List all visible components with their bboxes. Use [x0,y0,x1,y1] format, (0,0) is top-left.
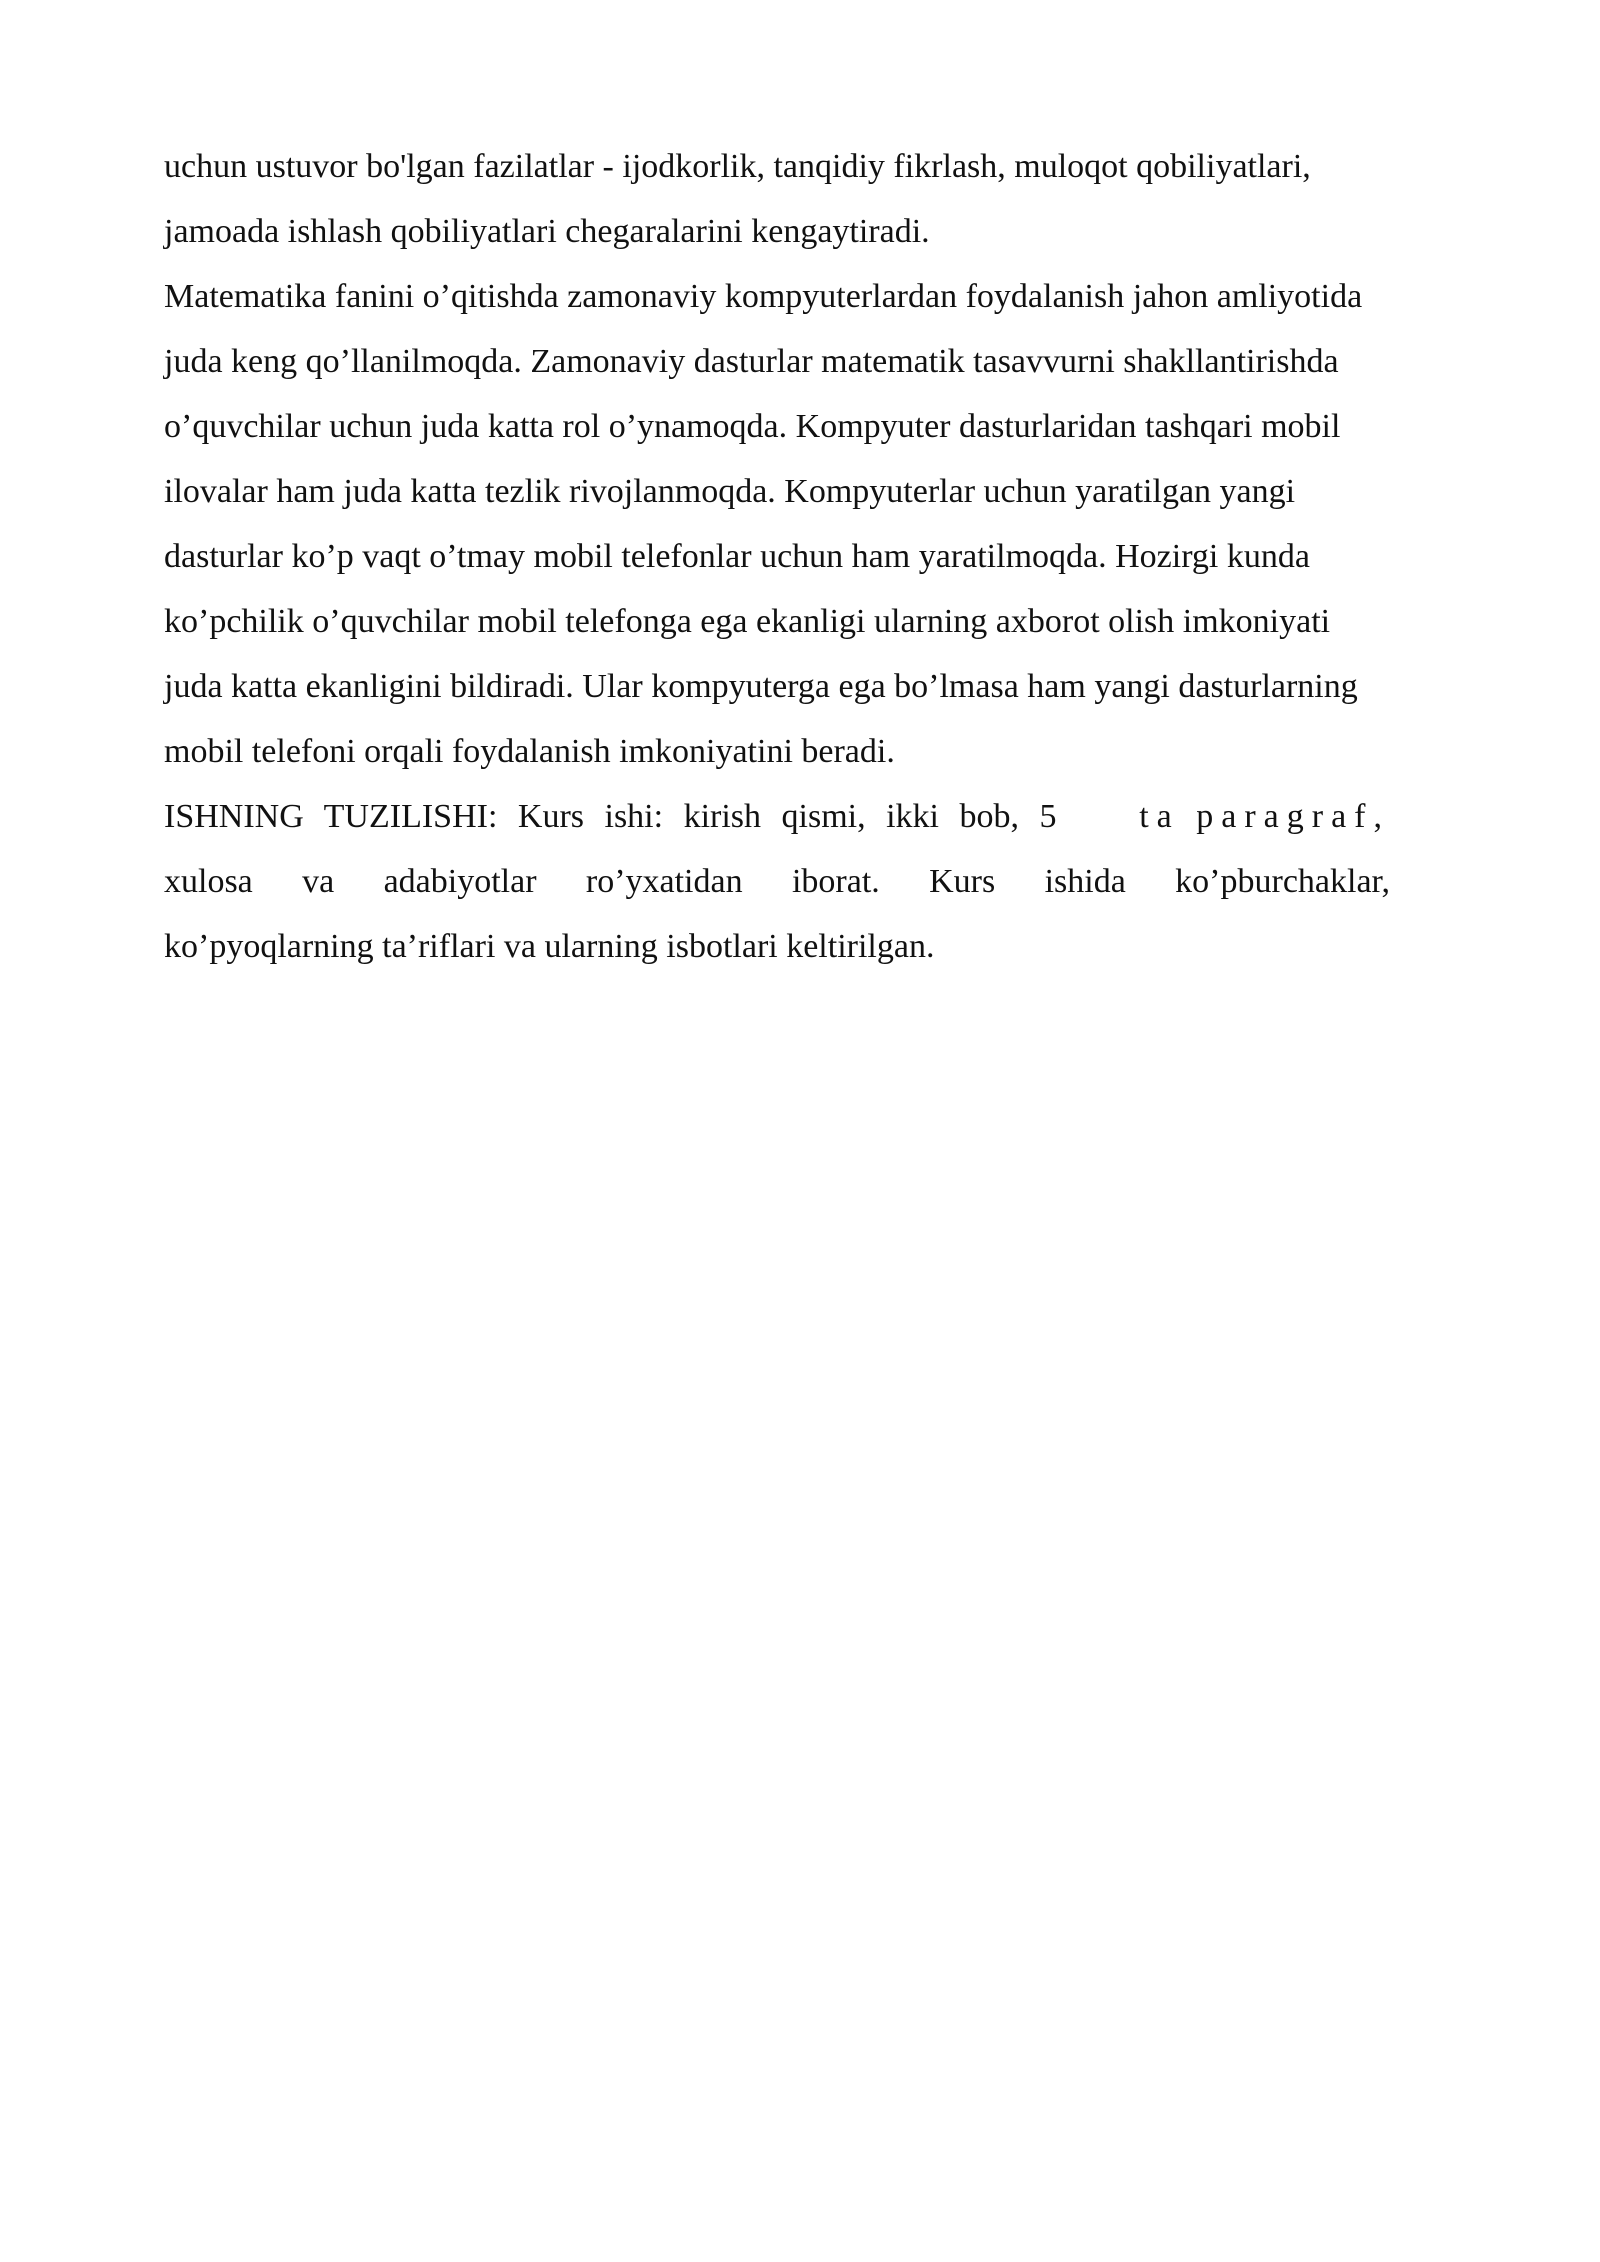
text-line: jamoada ishlash qobiliyatlari chegaralarini kengaytiradi. [164,213,930,250]
structure-line [164,784,1390,849]
text-line: ilovalar ham juda katta tezlik rivojlanmoqda. Kompyuterlar uchun yaratilgan yangi [164,473,1296,510]
text-line: ko’pchilik o’quvchilar mobil telefonga ega ekanligi ularning axborot olish imkoniyati [164,603,1331,640]
document-body [164,134,1494,979]
text-line: juda keng qo’llanilmoqda. Zamonaviy dasturlar matematik tasavvurni shakllantirishda [164,343,1339,380]
structure-line-start: ISHNING TUZILISHI: Kurs ishi: kirish qismi, ikki bob, 5 [164,798,1057,835]
structure-line-end: ta paragraf, [1139,798,1390,835]
text-line: dasturlar ko’p vaqt o’tmay mobil telefonlar uchun ham yaratilmoqda. Hozirgi kunda [164,538,1310,575]
text-line: juda katta ekanligini bildiradi. Ular kompyuterga ega bo’lmasa ham yangi dasturlarning [164,668,1358,705]
text-line: uchun ustuvor bo'lgan fazilatlar - ijodkorlik, tanqidiy fikrlash, muloqot qobiliyatlari, [164,148,1311,185]
text-line: o’quvchilar uchun juda katta rol o’ynamoqda. Kompyuter dasturlaridan tashqari mobil [164,408,1341,445]
text-line: mobil telefoni orqali foydalanish imkoniyatini beradi. [164,733,895,770]
structure-line-2: xulosa va adabiyotlar ro’yxatidan iborat. Kurs ishida ko’pburchaklar, [164,863,1390,900]
structure-line-3: ko’pyoqlarning ta’riflari va ularning isbotlari keltirilgan. [164,928,935,965]
text-line: Matematika fanini o’qitishda zamonaviy kompyuterlardan foydalanish jahon amliyotida [164,278,1363,315]
